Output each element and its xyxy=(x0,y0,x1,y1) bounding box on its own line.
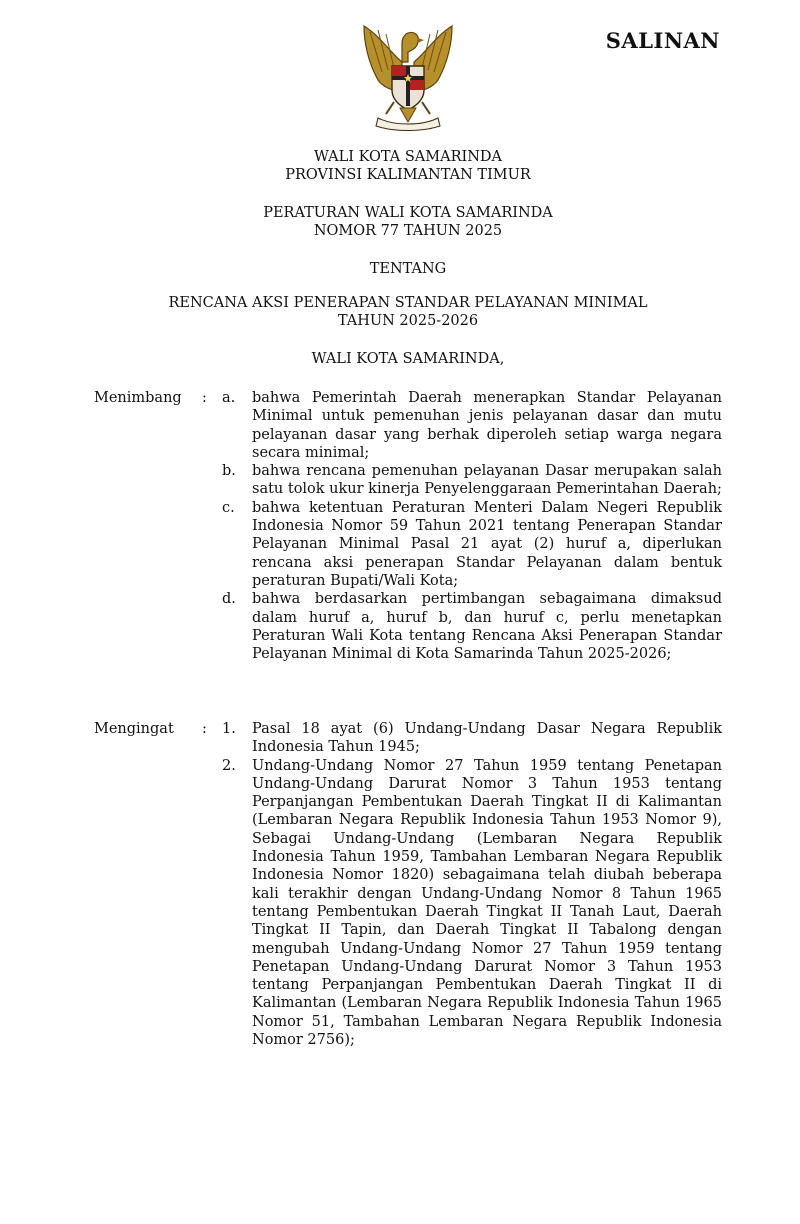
item-text: bahwa berdasarkan pertimbangan sebagaimana dimaksud dalam huruf a, huruf b, dan huruf c, perlu menetapkan Peraturan Wali Kota tentang Rencana Aksi Penerapan Standar Pelayanan Minimal di Kota Samarinda Tahun 2025-2026; xyxy=(252,591,722,663)
item-text: Undang-Undang Nomor 27 Tahun 1959 tentang Penetapan Undang-Undang Darurat Nomor 3 Tahun 1953 tentang Perpanjangan Pembentukan Daerah Tingkat II di Kalimantan (Lembaran Negara Republik Indonesia Tahun 1953 Nomor 9), Sebagai Undang-Undang (Lembaran Negara Republik Indonesia Tahun 1959, Tambahan Lembaran Negara Republik Indonesia Nomor 1820) sebagaimana telah diubah beberapa kali terakhir dengan Undang-Undang Nomor 8 Tahun 1965 tentang Pembentukan Daerah Tingkat II Tanah Laut, Daerah Tingkat II Tapin, dan Daerah Tingkat II Tabalong dengan mengubah Undang-Undang Nomor 27 Tahun 1959 tentang Penetapan Undang-Undang Darurat Nomor 3 Tahun 1953 tentang Perpanjangan Pembentukan Daerah Tingkat II di Kalimantan (Lembaran Negara Republik Indonesia Tahun 1965 Nomor 51, Tambahan Lembaran Negara Republik Indonesia Nomor 2756); xyxy=(252,757,722,1049)
regulation-title: PERATURAN WALI KOTA SAMARINDA xyxy=(263,205,553,221)
mengingat-colon: : xyxy=(202,721,207,737)
salinan-stamp: SALINAN xyxy=(605,28,720,53)
subject-line-2: TAHUN 2025-2026 xyxy=(337,313,479,329)
regulation-heading xyxy=(0,204,800,240)
mengingat-item xyxy=(222,757,722,1050)
mengingat-label: Mengingat xyxy=(94,721,174,737)
menimbang-item xyxy=(222,590,722,663)
item-marker: a. xyxy=(222,390,236,406)
menimbang-label: Menimbang xyxy=(94,390,182,406)
item-marker: d. xyxy=(222,591,236,608)
garuda-pancasila-emblem-icon xyxy=(350,22,466,132)
issuer-salutation: WALI KOTA SAMARINDA, xyxy=(311,351,505,367)
item-text: bahwa Pemerintah Daerah menerapkan Standar Pelayanan Minimal untuk pemenuhan jenis pelayanan dasar dan mutu pelayanan dasar yang berhak diperoleh setiap warga negara secara minimal; xyxy=(252,390,722,461)
menimbang-section xyxy=(94,389,722,663)
issuer-line-1: WALI KOTA SAMARINDA xyxy=(313,149,503,165)
menimbang-colon: : xyxy=(202,390,207,406)
mengingat-section xyxy=(94,720,722,1049)
subject-line-1: RENCANA AKSI PENERAPAN STANDAR PELAYANAN MINIMAL xyxy=(168,295,648,311)
item-marker: c. xyxy=(222,499,235,516)
item-text: bahwa rencana pemenuhan pelayanan Dasar merupakan salah satu tolok ukur kinerja Penyelenggaraan Pemerintahan Daerah; xyxy=(252,463,722,498)
tentang-heading: TENTANG xyxy=(369,261,447,277)
item-marker: b. xyxy=(222,463,236,480)
item-marker: 1. xyxy=(222,721,236,737)
menimbang-item xyxy=(222,389,722,462)
item-text: bahwa ketentuan Peraturan Menteri Dalam Negeri Republik Indonesia Nomor 59 Tahun 2021 tentang Penerapan Standar Pelayanan Minimal Pasal 21 ayat (2) huruf a, diperlukan rencana aksi penerapan Standar Pelayanan dalam bentuk peraturan Bupati/Wali Kota; xyxy=(252,499,722,589)
issuer-heading xyxy=(0,148,800,184)
item-marker: 2. xyxy=(222,757,236,774)
subject-heading xyxy=(0,294,800,330)
item-text: Pasal 18 ayat (6) Undang-Undang Dasar Negara Republik Indonesia Tahun 1945; xyxy=(252,721,722,756)
menimbang-item xyxy=(222,499,722,590)
menimbang-item xyxy=(222,462,722,499)
regulation-number: NOMOR 77 TAHUN 2025 xyxy=(313,223,503,239)
mengingat-item xyxy=(222,720,722,757)
issuer-line-2: PROVINSI KALIMANTAN TIMUR xyxy=(285,167,531,183)
